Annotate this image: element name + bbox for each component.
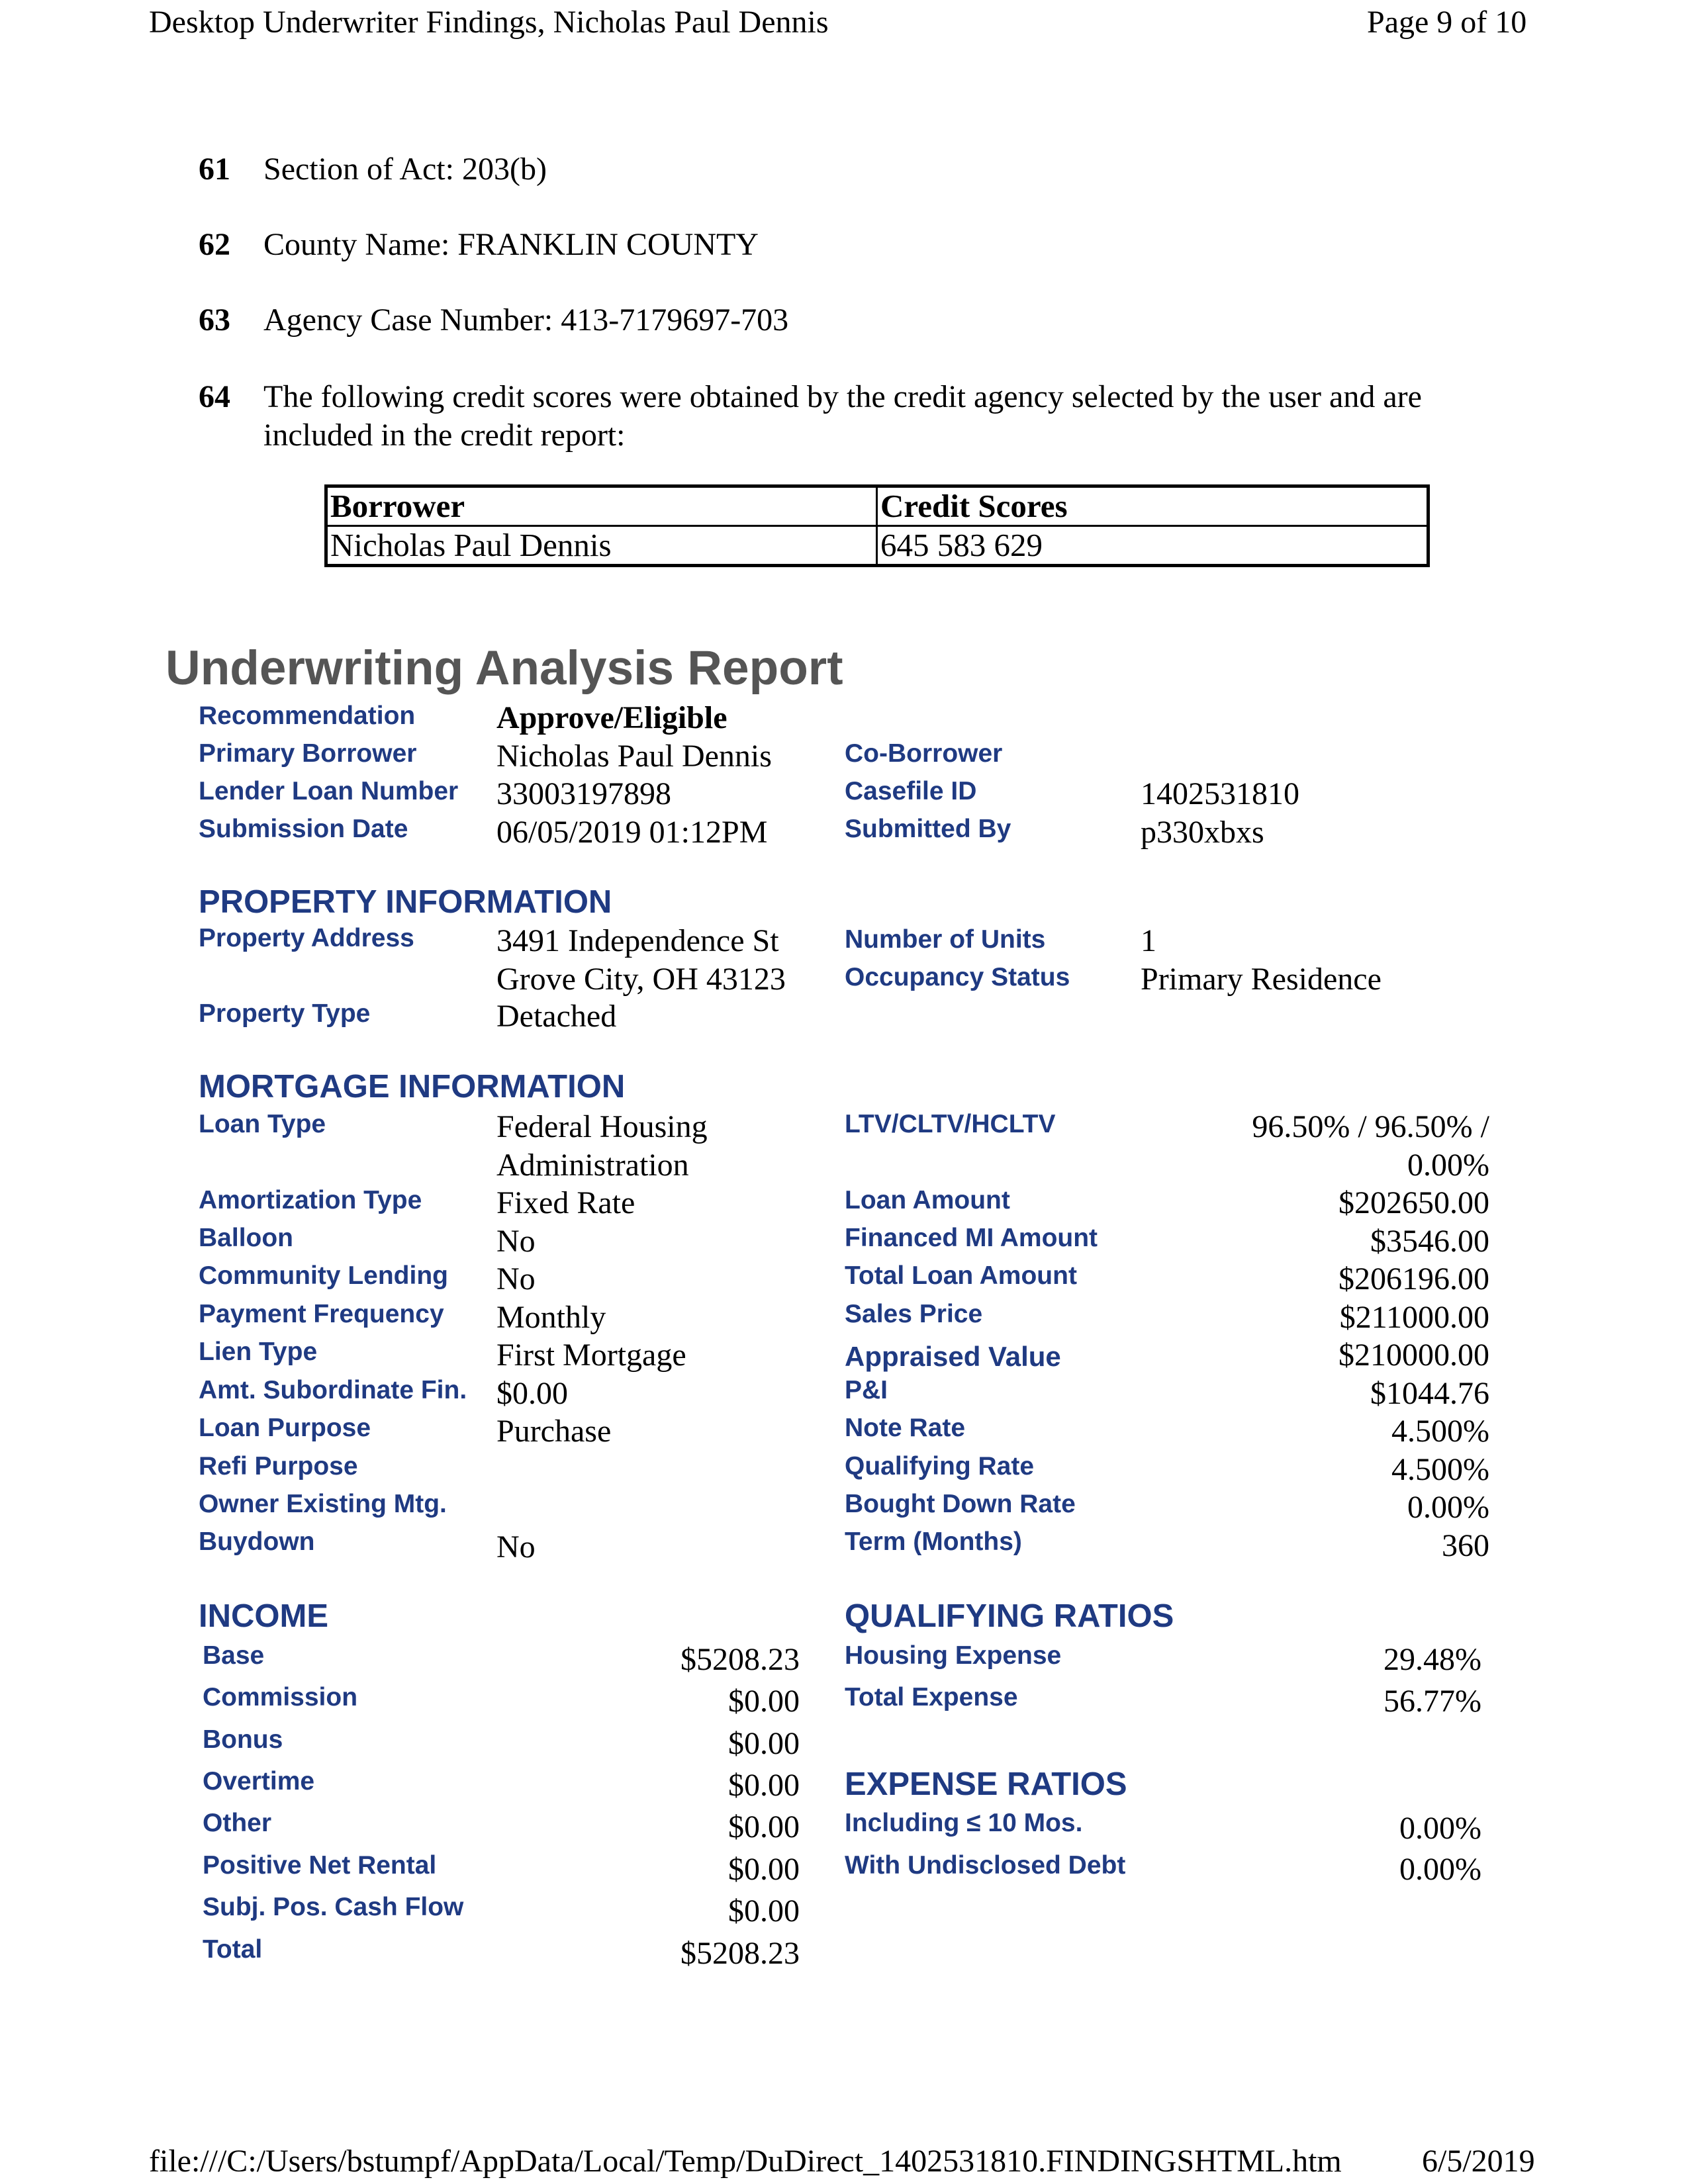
income-subj-pos-cash-flow-value: $0.00	[728, 1893, 800, 1929]
property-type-label: Property Type	[199, 999, 371, 1028]
total-loan-amount-label: Total Loan Amount	[845, 1261, 1077, 1290]
report-title: Underwriting Analysis Report	[165, 641, 843, 695]
qualifying-ratios-heading: QUALIFYING RATIOS	[845, 1598, 1174, 1634]
term-months-value: 360	[1442, 1528, 1489, 1563]
lender-loan-number-value: 33003197898	[496, 776, 671, 811]
loan-purpose-value: Purchase	[496, 1414, 612, 1449]
primary-borrower-value: Nicholas Paul Dennis	[496, 739, 772, 774]
message-text-continued: included in the credit report:	[263, 418, 626, 453]
loan-amount-label: Loan Amount	[845, 1186, 1010, 1214]
amortization-type-value: Fixed Rate	[496, 1185, 635, 1220]
footer-date: 6/5/2019	[1422, 2144, 1535, 2179]
financed-mi-amount-value: $3546.00	[1370, 1224, 1489, 1259]
property-type-value: Detached	[496, 999, 617, 1034]
message-number: 62	[199, 227, 230, 262]
income-bonus-value: $0.00	[728, 1726, 800, 1761]
p-and-i-value: $1044.76	[1370, 1376, 1489, 1411]
lien-type-value: First Mortgage	[496, 1338, 686, 1373]
bought-down-rate-value: 0.00%	[1407, 1490, 1489, 1525]
including-10-mos-label: Including ≤ 10 Mos.	[845, 1809, 1083, 1837]
balloon-label: Balloon	[199, 1224, 293, 1252]
sales-price-label: Sales Price	[845, 1300, 983, 1328]
message-text: The following credit scores were obtained by the credit agency selected by the user and are	[263, 379, 1422, 414]
undisclosed-debt-value: 0.00%	[1399, 1852, 1481, 1887]
property-address-line1: 3491 Independence St	[496, 923, 779, 958]
credit-scores-table	[324, 484, 1430, 567]
credit-scores-cell: 645 583 629	[877, 526, 1429, 566]
income-other-value: $0.00	[728, 1809, 800, 1844]
note-rate-label: Note Rate	[845, 1414, 966, 1442]
footer-file-path: file:///C:/Users/bstumpf/AppData/Local/Temp/DuDirect_1402531810.FINDINGSHTML.htm	[149, 2144, 1342, 2179]
amt-subordinate-fin-value: $0.00	[496, 1376, 568, 1411]
table-header-row	[326, 486, 1429, 526]
co-borrower-label: Co-Borrower	[845, 739, 1003, 768]
table-header-credit-scores: Credit Scores	[877, 486, 1429, 526]
loan-type-value-line2: Administration	[496, 1148, 689, 1183]
qualifying-rate-label: Qualifying Rate	[845, 1452, 1035, 1480]
qualifying-rate-value: 4.500%	[1391, 1452, 1489, 1487]
income-total-value: $5208.23	[680, 1936, 800, 1971]
payment-frequency-label: Payment Frequency	[199, 1300, 444, 1328]
expense-ratios-heading: EXPENSE RATIOS	[845, 1766, 1127, 1802]
income-total-label: Total	[203, 1935, 263, 1964]
buydown-value: No	[496, 1529, 536, 1565]
term-months-label: Term (Months)	[845, 1527, 1022, 1556]
loan-type-value-line1: Federal Housing	[496, 1109, 708, 1144]
housing-expense-value: 29.48%	[1383, 1642, 1481, 1677]
casefile-id-label: Casefile ID	[845, 777, 977, 805]
ltv-label: LTV/CLTV/HCLTV	[845, 1110, 1056, 1138]
total-expense-label: Total Expense	[845, 1683, 1018, 1711]
community-lending-label: Community Lending	[199, 1261, 448, 1290]
number-of-units-value: 1	[1141, 923, 1156, 958]
income-other-label: Other	[203, 1809, 272, 1837]
recommendation-value: Approve/Eligible	[496, 700, 727, 735]
buydown-label: Buydown	[199, 1527, 315, 1556]
sales-price-value: $211000.00	[1339, 1300, 1489, 1335]
message-number: 63	[199, 302, 230, 338]
ltv-value-line1: 96.50% / 96.50% /	[1252, 1109, 1489, 1144]
message-text: County Name: FRANKLIN COUNTY	[263, 227, 759, 262]
payment-frequency-value: Monthly	[496, 1300, 606, 1335]
income-heading: INCOME	[199, 1598, 328, 1634]
property-information-heading: PROPERTY INFORMATION	[199, 884, 612, 920]
ltv-value-line2: 0.00%	[1407, 1148, 1489, 1183]
community-lending-value: No	[496, 1261, 536, 1297]
income-base-label: Base	[203, 1641, 265, 1670]
message-number: 61	[199, 152, 230, 187]
income-overtime-label: Overtime	[203, 1767, 315, 1796]
mortgage-information-heading: MORTGAGE INFORMATION	[199, 1069, 626, 1105]
lien-type-label: Lien Type	[199, 1338, 318, 1366]
loan-type-label: Loan Type	[199, 1110, 326, 1138]
income-overtime-value: $0.00	[728, 1768, 800, 1803]
page-number: Page 9 of 10	[1367, 5, 1527, 40]
owner-existing-mtg-label: Owner Existing Mtg.	[199, 1490, 447, 1518]
income-commission-label: Commission	[203, 1683, 358, 1711]
property-address-line2: Grove City, OH 43123	[496, 962, 786, 997]
total-expense-value: 56.77%	[1383, 1684, 1481, 1719]
lender-loan-number-label: Lender Loan Number	[199, 777, 459, 805]
occupancy-status-label: Occupancy Status	[845, 963, 1070, 991]
submission-date-label: Submission Date	[199, 815, 408, 843]
total-loan-amount-value: $206196.00	[1338, 1261, 1489, 1297]
table-row	[326, 526, 1429, 566]
primary-borrower-label: Primary Borrower	[199, 739, 417, 768]
undisclosed-debt-label: With Undisclosed Debt	[845, 1851, 1126, 1880]
recommendation-label: Recommendation	[199, 702, 416, 730]
appraised-value-value: $210000.00	[1338, 1338, 1489, 1373]
income-positive-net-rental-value: $0.00	[728, 1852, 800, 1887]
number-of-units-label: Number of Units	[845, 925, 1046, 954]
message-number: 64	[199, 379, 230, 414]
loan-purpose-label: Loan Purpose	[199, 1414, 371, 1442]
casefile-id-value: 1402531810	[1141, 776, 1299, 811]
bought-down-rate-label: Bought Down Rate	[845, 1490, 1076, 1518]
submitted-by-label: Submitted By	[845, 815, 1011, 843]
occupancy-status-value: Primary Residence	[1141, 962, 1382, 997]
income-base-value: $5208.23	[680, 1642, 800, 1677]
message-text: Section of Act: 203(b)	[263, 152, 547, 187]
amortization-type-label: Amortization Type	[199, 1186, 422, 1214]
housing-expense-label: Housing Expense	[845, 1641, 1062, 1670]
table-header-borrower: Borrower	[326, 486, 877, 526]
financed-mi-amount-label: Financed MI Amount	[845, 1224, 1098, 1252]
income-commission-value: $0.00	[728, 1684, 800, 1719]
refi-purpose-label: Refi Purpose	[199, 1452, 358, 1480]
submission-date-value: 06/05/2019 01:12PM	[496, 815, 768, 850]
amt-subordinate-fin-label: Amt. Subordinate Fin.	[199, 1376, 467, 1404]
submitted-by-value: p330xbxs	[1141, 815, 1264, 850]
note-rate-value: 4.500%	[1391, 1414, 1489, 1449]
property-address-label: Property Address	[199, 924, 414, 952]
including-10-mos-value: 0.00%	[1399, 1811, 1481, 1846]
loan-amount-value: $202650.00	[1338, 1185, 1489, 1220]
income-positive-net-rental-label: Positive Net Rental	[203, 1851, 437, 1880]
p-and-i-label: P&I	[845, 1376, 888, 1404]
page-header-title: Desktop Underwriter Findings, Nicholas Paul Dennis	[149, 5, 829, 40]
borrower-name-cell: Nicholas Paul Dennis	[326, 526, 877, 566]
income-subj-pos-cash-flow-label: Subj. Pos. Cash Flow	[203, 1893, 464, 1921]
income-bonus-label: Bonus	[203, 1725, 283, 1754]
appraised-value-label: Appraised Value	[845, 1341, 1061, 1372]
balloon-value: No	[496, 1224, 536, 1259]
message-text: Agency Case Number: 413-7179697-703	[263, 302, 789, 338]
